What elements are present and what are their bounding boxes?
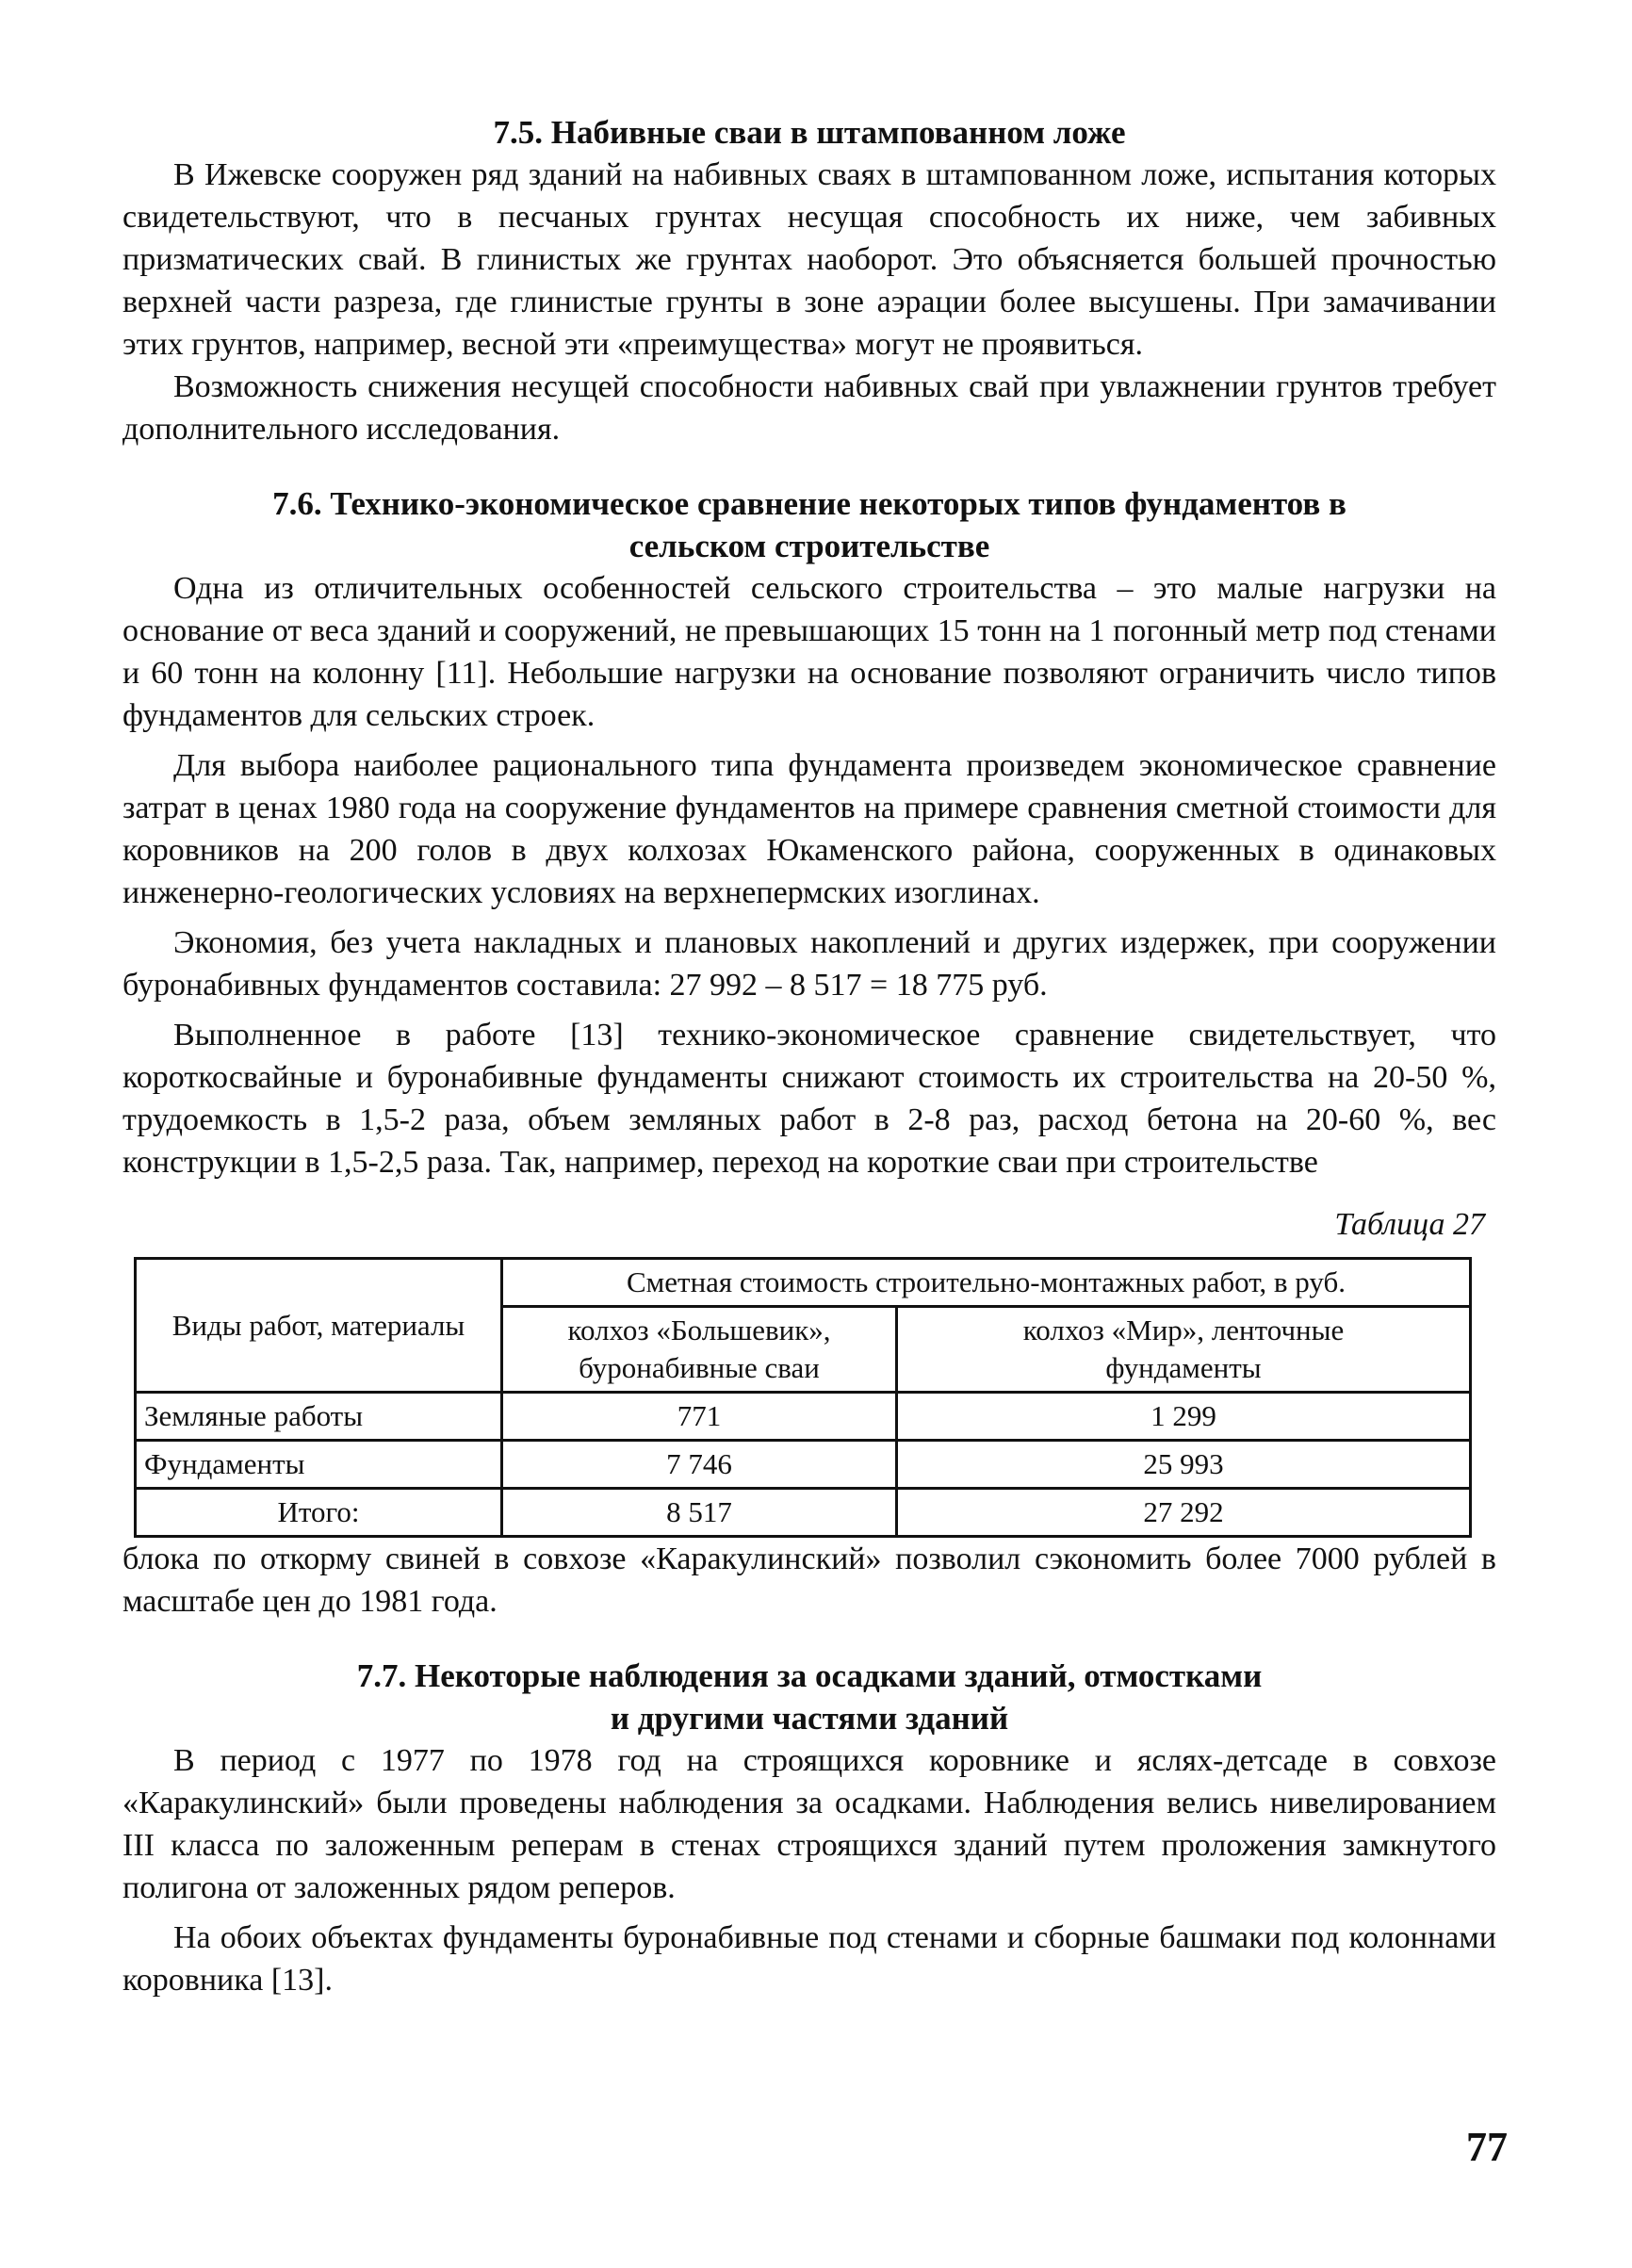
cell-value: 771 [502, 1393, 897, 1441]
header-line: буронабивные сваи [579, 1351, 820, 1384]
page-content [122, 111, 1496, 2001]
column-header-mir [897, 1307, 1471, 1393]
cell-value: 8 517 [502, 1489, 897, 1537]
table-title: Таблица 27 [1334, 1207, 1485, 1242]
table-total-row [136, 1489, 1471, 1537]
page-number: 77 [1466, 2124, 1508, 2170]
section-heading-7-7 [122, 1655, 1496, 1739]
heading-line: 7.6. Технико-экономическое сравнение некоторых типов фундаментов в [272, 485, 1346, 522]
table-row [136, 1441, 1471, 1489]
paragraph: Возможность снижения несущей способности набивных свай при увлажнении грунтов требует дополнительного исследования. [122, 369, 1496, 447]
column-header-work-types: Виды работ, материалы [136, 1259, 502, 1393]
cell-value: 1 299 [897, 1393, 1471, 1441]
paragraph: Одна из отличительных особенностей сельского строительства – это малые нагрузки на основание от веса зданий и сооружений, не превышающих 15 тонн на 1 погонный метр под стенами и 60 тонн на колонну [11]. Небольшие нагрузки на основание позволяют ограничить число типов фундаментов для сельских строек. [122, 571, 1496, 733]
row-label: Фундаменты [136, 1441, 502, 1489]
column-header-bolshevik [502, 1307, 897, 1393]
header-line: колхоз «Мир», ленточные [1022, 1313, 1345, 1346]
section-heading-7-5: 7.5. Набивные сваи в штампованном ложе [493, 114, 1126, 151]
heading-line: 7.7. Некоторые наблюдения за осадками зданий, отмостками [356, 1657, 1263, 1694]
paragraph: В период с 1977 по 1978 год на строящихся коровнике и яслях-детсаде в совхозе «Каракулинский» были проведены наблюдения за осадками. Наблюдения велись нивелированием III класса по заложенным реперам в стенах строящихся зданий путем проложения замкнутого полигона от заложенных рядом реперов. [122, 1743, 1496, 1905]
cell-value: 27 292 [897, 1489, 1471, 1537]
table-row [136, 1393, 1471, 1441]
row-label: Земляные работы [136, 1393, 502, 1441]
paragraph-continuation: блока по откорму свиней в совхозе «Каракулинский» позволил сэкономить более 7000 рублей в масштабе цен до 1981 года. [122, 1542, 1496, 1619]
cell-value: 7 746 [502, 1441, 897, 1489]
paragraph: Экономия, без учета накладных и плановых накоплений и других издержек, при сооружении буронабивных фундаментов составила: 27 992 – 8 517 = 18 775 руб. [122, 925, 1496, 1003]
cost-table [134, 1257, 1472, 1538]
paragraph: Для выбора наиболее рационального типа фундамента произведем экономическое сравнение затрат в ценах 1980 года на сооружение фундаментов на примере сравнения сметной стоимости для коровников на 200 голов в двух колхозах Юкаменского района, сооруженных в одинаковых инженерно-геологических условиях на верхнепермских изоглинах. [122, 748, 1496, 910]
paragraph: Выполненное в работе [13] технико-экономическое сравнение свидетельствует, что короткосвайные и буронабивные фундаменты снижают стоимость их строительства на 20-50 %, трудоемкость в 1,5-2 раза, объем земляных работ в 2-8 раз, расход бетона на 20-60 %, вес конструкции в 1,5-2,5 раза. Так, например, переход на короткие сваи при строительстве [122, 1018, 1496, 1180]
header-line: фундаменты [1105, 1351, 1262, 1384]
paragraph: На обоих объектах фундаменты буронабивные под стенами и сборные башмаки под колоннами коровника [13]. [122, 1920, 1496, 1998]
section-heading-7-6 [122, 482, 1496, 567]
heading-line: сельском строительстве [628, 528, 990, 564]
paragraph: В Ижевске сооружен ряд зданий на набивных сваях в штампованном ложе, испытания которых свидетельствуют, что в песчаных грунтах несущая способность их ниже, чем забивных призматических свай. В глинистых же грунтах наоборот. Это объясняется большей прочностью верхней части разреза, где глинистые грунты в зоне аэрации более высушены. При замачивании этих грунтов, например, весной эти «преимущества» могут не проявиться. [122, 157, 1496, 362]
heading-line: и другими частями зданий [610, 1700, 1009, 1737]
cell-value: 25 993 [897, 1441, 1471, 1489]
row-label-total: Итого: [136, 1489, 502, 1537]
column-group-header: Сметная стоимость строительно-монтажных работ, в руб. [502, 1259, 1471, 1307]
header-line: колхоз «Большевик», [567, 1313, 831, 1346]
table-header-row [136, 1259, 1471, 1307]
